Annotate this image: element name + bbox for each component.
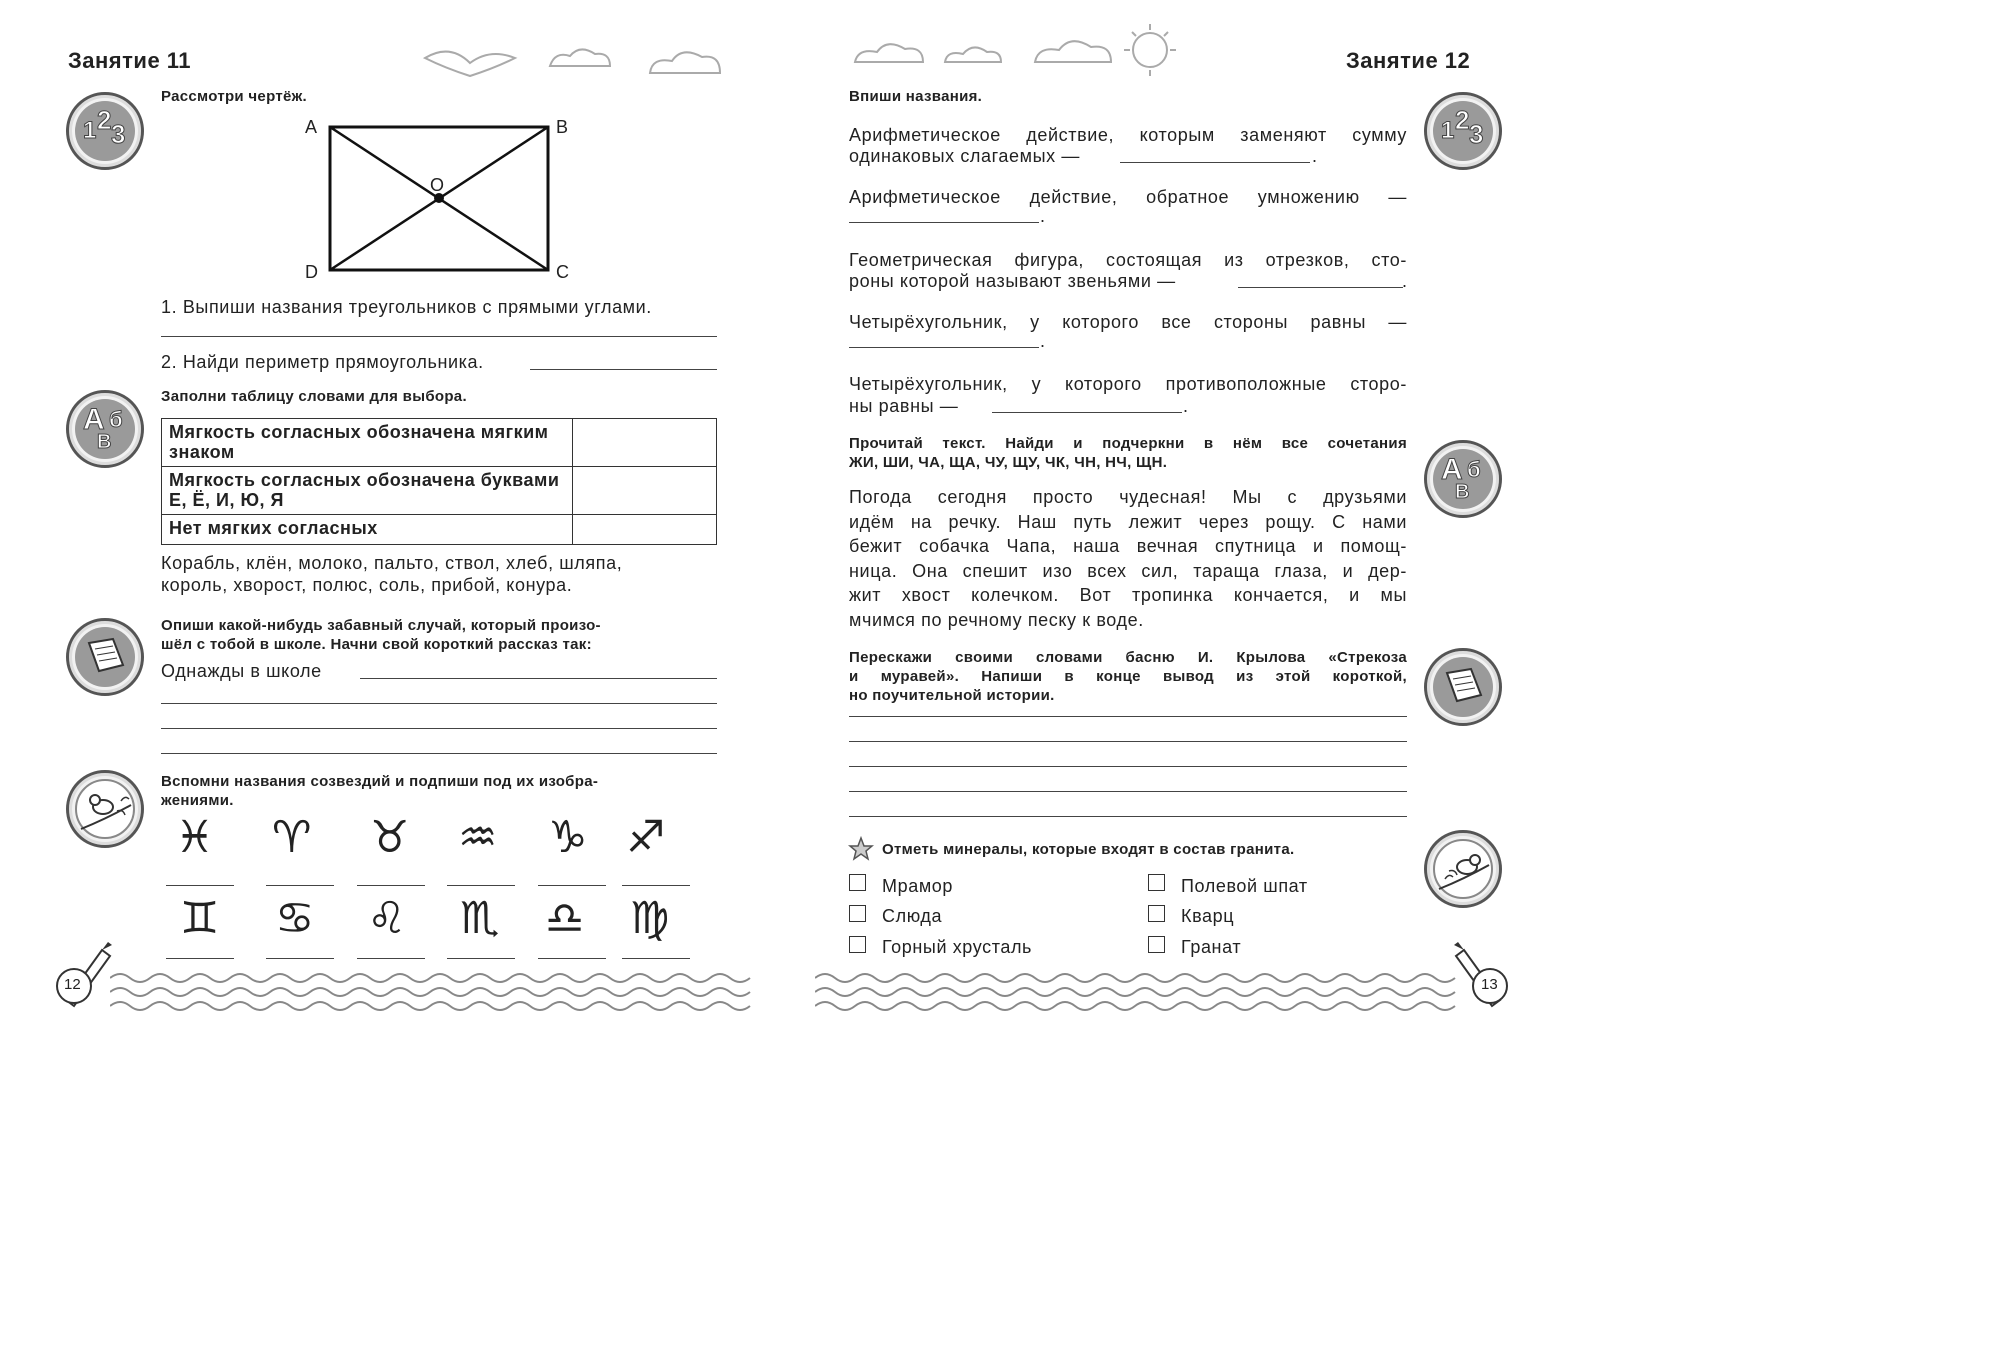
checkbox-feldspar[interactable] [1148,874,1165,891]
zodiac-scorpio-icon: ♏ [460,894,500,943]
clouds-and-sun-doodle [850,22,1200,82]
answer-line[interactable] [266,885,334,886]
reading-text [849,485,1407,632]
numbers-123-icon: 1 2 3 [1424,92,1502,170]
text-line: ница. Она спешит изо всех сил, тараща глаза, и дер- [849,560,1407,581]
star-icon [848,836,874,862]
bird-and-clouds-doodle [420,38,740,83]
period: . [1040,206,1046,226]
numbers-123-icon: 1 2 3 [66,92,144,170]
answer-line[interactable] [360,678,717,679]
answer-line[interactable] [992,412,1182,413]
question-polyline-line1: Геометрическая фигура, состоящая из отрезков, сто- [849,250,1407,270]
table-answer-cell[interactable] [573,467,717,515]
text-line: идём на речку. Наш путь лежит через рощу. С нами [849,511,1407,532]
consonants-table [161,418,717,545]
option-label: Гранат [1181,937,1242,957]
option-label: Горный хрусталь [882,937,1033,957]
option-label: Полевой шпат [1181,876,1308,896]
table-row-label: Мягкость согласных обозначена буквами Е, Ё, И, Ю, Я [162,467,573,515]
period: . [1040,331,1046,351]
question-rectangle-line1: Четырёхугольник, у которого противоположные сторо- [849,374,1407,394]
checkbox-mica[interactable] [849,905,866,922]
answer-line[interactable] [447,958,515,959]
answer-line[interactable] [530,369,717,370]
period: . [1312,146,1318,166]
period: . [1402,271,1408,291]
lesson-title-right: Занятие 12 [1346,48,1471,73]
answer-line[interactable] [1120,162,1310,163]
checkbox-marble[interactable] [849,874,866,891]
task-heading-table: Заполни таблицу словами для выбора. [161,388,467,405]
answer-line[interactable] [161,753,717,754]
task-heading-constellations-line1: Вспомни названия созвездий и подпиши под их изобра- [161,773,599,790]
wave-decoration [110,968,760,1018]
page-number-left: 12 [64,976,81,993]
wave-decoration [815,968,1465,1018]
option-label: Слюда [882,906,943,926]
zodiac-virgo-icon: ♍ [630,894,670,943]
question-perimeter: 2. Найди периметр прямоугольника. [161,352,484,372]
book-icon [1424,648,1502,726]
question-triangles: 1. Выпиши названия треугольников с прямыми углами. [161,297,652,317]
answer-line[interactable] [538,958,606,959]
question-rectangle-line2: ны равны — [849,396,959,416]
task-heading-retell-line1: Перескажи своими словами басню И. Крылова «Стрекоза [849,649,1407,666]
answer-line[interactable] [849,741,1407,742]
answer-line[interactable] [849,766,1407,767]
answer-line[interactable] [161,728,717,729]
table-answer-cell[interactable] [573,419,717,467]
task-heading-retell-line3: но поучительной истории. [849,687,1055,704]
checkbox-quartz[interactable] [1148,905,1165,922]
answer-line[interactable] [161,336,717,337]
answer-line[interactable] [1238,287,1403,288]
answer-line[interactable] [849,716,1407,717]
zodiac-leo-icon: ♌ [367,894,407,943]
zodiac-pisces-icon: ♓ [175,813,215,862]
option-label: Мрамор [882,876,954,896]
zodiac-taurus-icon: ♉ [370,813,410,862]
answer-line[interactable] [849,347,1039,348]
bird-on-branch-icon [1424,830,1502,908]
point-label-o: O [430,175,445,195]
zodiac-capricorn-icon: ♑ [548,813,588,862]
point-label-a: A [305,117,318,137]
option-label: Кварц [1181,906,1235,926]
checkbox-garnet[interactable] [1148,936,1165,953]
task-heading-names: Впиши названия. [849,88,983,105]
task-heading-story-line1: Опиши какой-нибудь забавный случай, который произо- [161,617,601,634]
point-label-c: C [556,262,570,282]
table-row-label: Мягкость согласных обозначена мягким знаком [162,419,573,467]
task-heading-drawing: Рассмотри чертёж. [161,88,308,105]
story-start: Однажды в школе [161,661,322,681]
answer-line[interactable] [622,885,690,886]
task-heading-retell-line2: и муравей». Напиши в конце вывод из этой короткой, [849,668,1407,685]
answer-line[interactable] [357,885,425,886]
word-list-line2: король, хворост, полюс, соль, прибой, конура. [161,575,573,595]
task-heading-read-line1: Прочитай текст. Найди и подчеркни в нём все сочетания [849,435,1407,452]
rectangle-diagram [295,112,585,287]
text-line: Погода сегодня просто чудесная! Мы с друзьями [849,487,1407,507]
answer-line[interactable] [849,816,1407,817]
question-division: Арифметическое действие, обратное умножению — [849,187,1407,207]
task-heading-minerals: Отметь минералы, которые входят в состав гранита. [882,841,1295,858]
zodiac-aquarius-icon: ♒ [458,813,498,862]
zodiac-gemini-icon: ♊ [180,894,220,943]
task-heading-story-line2: шёл с тобой в школе. Начни свой короткий рассказ так: [161,636,592,653]
text-line: мчимся по речному песку к воде. [849,609,1144,630]
question-multiplication-line2: одинаковых слагаемых — [849,146,1080,166]
letters-abv-icon: А б В [66,390,144,468]
answer-line[interactable] [538,885,606,886]
table-answer-cell[interactable] [573,515,717,545]
zodiac-aries-icon: ♈ [272,813,312,862]
text-line: жит хвост колечком. Вот тропинка кончается, и мы [849,585,1407,605]
zodiac-libra-icon: ♎ [545,894,585,943]
question-polyline-line2: роны которой называют звеньями — [849,271,1176,291]
point-label-d: D [305,262,319,282]
checkbox-rock-crystal[interactable] [849,936,866,953]
question-multiplication-line1: Арифметическое действие, которым заменяют сумму [849,125,1407,145]
zodiac-sagittarius-icon: ♐ [626,813,666,862]
task-heading-constellations-line2: жениями. [161,792,234,809]
answer-line[interactable] [357,958,425,959]
task-heading-read-line2: ЖИ, ШИ, ЧА, ЩА, ЧУ, ЩУ, ЧК, ЧН, НЧ, ЩН. [849,454,1168,471]
point-label-b: B [556,117,569,137]
answer-line[interactable] [166,885,234,886]
answer-line[interactable] [849,791,1407,792]
letters-abv-icon: А б В [1424,440,1502,518]
page-number-right: 13 [1481,976,1498,993]
answer-line[interactable] [166,958,234,959]
table-row-label: Нет мягких согласных [162,515,573,545]
question-square: Четырёхугольник, у которого все стороны равны — [849,312,1407,332]
bird-on-branch-icon [66,770,144,848]
text-line: бежит собачка Чапа, наша вечная спутница и помощ- [849,536,1407,556]
answer-line[interactable] [447,885,515,886]
pencil-icon [48,938,118,1018]
zodiac-cancer-icon: ♋ [275,894,315,943]
book-icon [66,618,144,696]
answer-line[interactable] [161,703,717,704]
answer-line[interactable] [849,222,1039,223]
word-list-line1: Корабль, клён, молоко, пальто, ствол, хлеб, шляпа, [161,553,623,573]
answer-line[interactable] [622,958,690,959]
lesson-title-left: Занятие 11 [68,48,192,73]
answer-line[interactable] [266,958,334,959]
period: . [1183,396,1189,416]
